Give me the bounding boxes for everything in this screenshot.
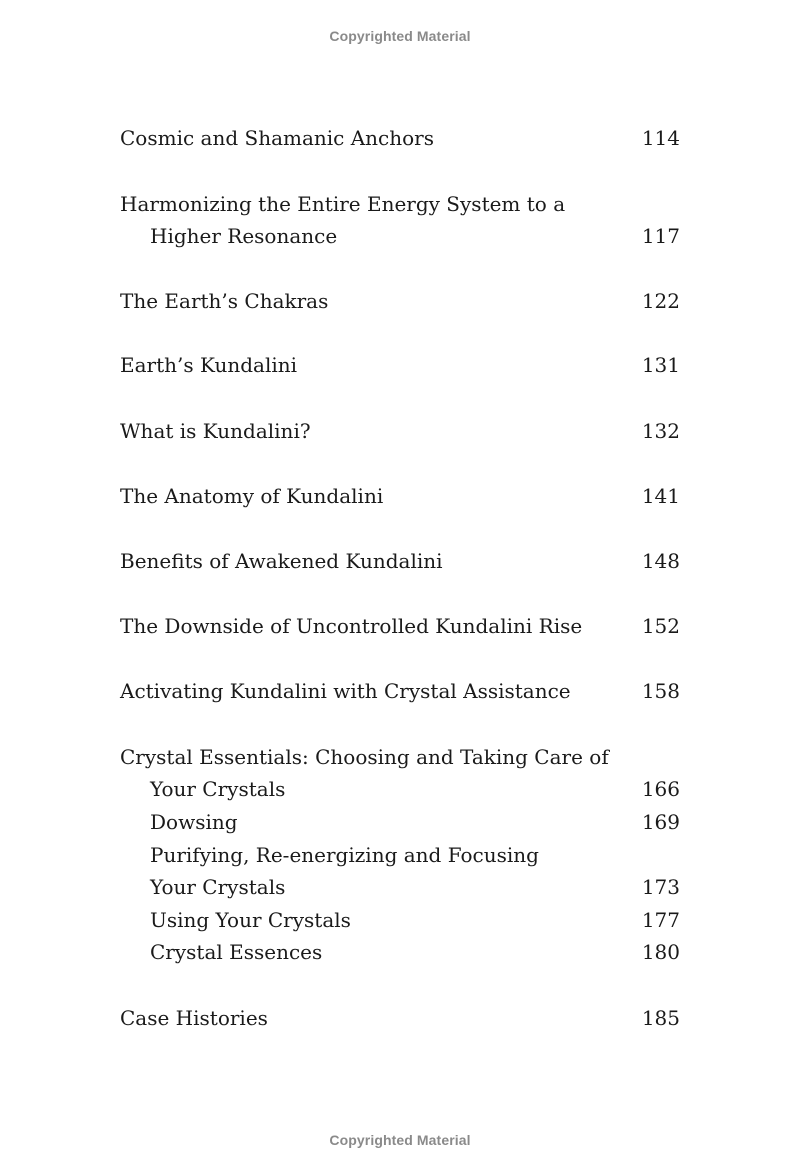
toc-subentry	[120, 904, 680, 936]
toc-entry	[120, 675, 680, 707]
toc-entry	[120, 188, 680, 220]
toc-entry-title: Your Crystals	[150, 875, 286, 899]
toc-entry-page: 152	[641, 614, 680, 638]
toc-entry-title: Activating Kundalini with Crystal Assistance	[120, 679, 571, 703]
toc-entry-title: Crystal Essentials: Choosing and Taking Care of	[120, 745, 609, 769]
toc-entry-title: The Anatomy of Kundalini	[120, 484, 384, 508]
toc-entry-title: Dowsing	[150, 810, 238, 834]
toc-entry	[120, 349, 680, 381]
toc-subentry	[120, 773, 680, 805]
toc-entry-page: 148	[641, 549, 680, 573]
toc-entry-title: Higher Resonance	[150, 224, 338, 248]
copyright-watermark-bottom: Copyrighted Material	[329, 1132, 471, 1148]
toc-entry-page: 177	[641, 908, 680, 932]
toc-entry	[120, 415, 680, 447]
toc-entry-page: 180	[641, 940, 680, 964]
toc-entry-title: Benefits of Awakened Kundalini	[120, 549, 443, 573]
toc-entry-title: Purifying, Re-energizing and Focusing	[150, 843, 539, 867]
table-of-contents	[120, 0, 680, 1174]
toc-entry-title: Using Your Crystals	[150, 908, 351, 932]
toc-entry-title: The Downside of Uncontrolled Kundalini Rise	[120, 614, 583, 638]
toc-entry-continuation	[120, 220, 680, 252]
toc-entry-title: The Earth’s Chakras	[120, 289, 329, 313]
toc-entry-page: 173	[641, 875, 680, 899]
toc-subentry	[120, 936, 680, 968]
toc-entry	[120, 1002, 680, 1034]
toc-entry-page: 132	[641, 419, 680, 443]
toc-entry-title: Earth’s Kundalini	[120, 353, 298, 377]
toc-entry-page: 169	[641, 810, 680, 834]
toc-entry-title: Crystal Essences	[150, 940, 323, 964]
toc-entry	[120, 285, 680, 317]
toc-entry-title: Case Histories	[120, 1006, 268, 1030]
toc-entry-page: 114	[641, 126, 680, 150]
toc-subentry	[120, 871, 680, 903]
toc-entry-page: 166	[641, 777, 680, 801]
toc-entry-title: Your Crystals	[150, 777, 286, 801]
toc-entry-page: 158	[641, 679, 680, 703]
toc-entry	[120, 122, 680, 154]
toc-entry	[120, 741, 680, 773]
toc-entry	[120, 545, 680, 577]
toc-entry	[120, 610, 680, 642]
toc-subentry	[120, 839, 680, 871]
copyright-watermark-top: Copyrighted Material	[329, 28, 471, 44]
toc-entry-title: What is Kundalini?	[120, 419, 311, 443]
toc-entry-page: 122	[641, 289, 680, 313]
toc-entry-title: Harmonizing the Entire Energy System to a	[120, 192, 566, 216]
toc-entry-page: 141	[641, 484, 680, 508]
toc-entry-title: Cosmic and Shamanic Anchors	[120, 126, 434, 150]
toc-subentry	[120, 806, 680, 838]
toc-entry-page: 131	[641, 353, 680, 377]
toc-entry-page: 117	[641, 224, 680, 248]
toc-entry-page: 185	[641, 1006, 680, 1030]
toc-entry	[120, 480, 680, 512]
